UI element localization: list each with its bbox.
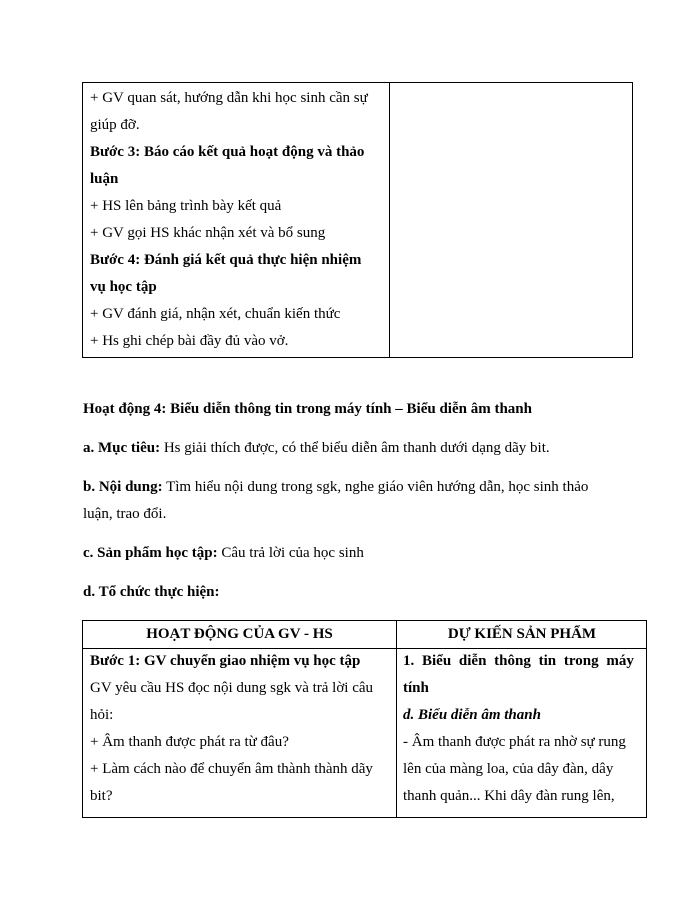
- table-line: + GV quan sát, hướng dẫn khi học sinh cần sự: [90, 90, 368, 106]
- subsection-heading: d. Biểu diễn âm thanh: [403, 707, 541, 723]
- table-line: hỏi:: [90, 707, 114, 723]
- table-line: - Âm thanh được phát ra nhờ sự rung: [403, 734, 626, 750]
- table-line: + GV gọi HS khác nhận xét và bổ sung: [90, 225, 326, 241]
- step-heading: Bước 1: GV chuyển giao nhiệm vụ học tập: [90, 653, 361, 669]
- step-heading: vụ học tập: [90, 279, 157, 295]
- step-heading: Bước 3: Báo cáo kết quả hoạt động và thảo: [90, 144, 365, 160]
- table-line: thanh quản... Khi dây đàn rung lên,: [403, 788, 615, 804]
- header-expected-product: DỰ KIẾN SẢN PHẨM: [447, 626, 597, 642]
- section-heading: tính: [403, 680, 429, 696]
- objective-paragraph: [83, 438, 550, 458]
- continuation-table: [82, 82, 633, 358]
- table-line: + Âm thanh được phát ra từ đâu?: [90, 734, 289, 750]
- table-line: + GV đánh giá, nhận xét, chuẩn kiến thức: [90, 306, 341, 322]
- product-text: Câu trả lời của học sinh: [217, 545, 364, 561]
- activity-heading: Hoạt động 4: Biểu diễn thông tin trong máy tính – Biểu diễn âm thanh: [83, 401, 532, 417]
- table-line: + Hs ghi chép bài đầy đủ vào vở.: [90, 333, 289, 349]
- header-teacher-student: HOẠT ĐỘNG CỦA GV - HS: [146, 626, 333, 642]
- table-header-divider: [83, 648, 646, 649]
- table-line: lên của màng loa, của dây đàn, dây: [403, 761, 614, 777]
- table-column-divider: [389, 83, 390, 357]
- table-line: + Làm cách nào để chuyển âm thành thành dãy: [90, 761, 373, 777]
- table-line: + HS lên bảng trình bày kết quả: [90, 198, 282, 214]
- content-label: b. Nội dung:: [83, 479, 163, 495]
- organization-heading: d. Tổ chức thực hiện:: [83, 584, 220, 600]
- objective-text: Hs giải thích được, có thể biểu diễn âm thanh dưới dạng dãy bit.: [160, 440, 550, 456]
- content-text-continued: luận, trao đổi.: [83, 506, 167, 522]
- table-line: giúp đỡ.: [90, 117, 140, 133]
- content-paragraph: [83, 477, 588, 497]
- table-line: bit?: [90, 788, 113, 804]
- product-label: c. Sản phẩm học tập:: [83, 545, 218, 561]
- table-line: GV yêu cầu HS đọc nội dung sgk và trả lời câu: [90, 680, 374, 696]
- activity-table: [82, 620, 647, 818]
- step-heading: luận: [90, 171, 119, 187]
- product-paragraph: [83, 543, 364, 563]
- content-text: Tìm hiểu nội dung trong sgk, nghe giáo viên hướng dẫn, học sinh thảo: [162, 479, 589, 495]
- section-heading: 1. Biểu diễn thông tin trong máy: [403, 653, 634, 669]
- objective-label: a. Mục tiêu:: [83, 440, 161, 456]
- step-heading: Bước 4: Đánh giá kết quả thực hiện nhiệm: [90, 252, 362, 268]
- table-column-divider: [396, 621, 397, 817]
